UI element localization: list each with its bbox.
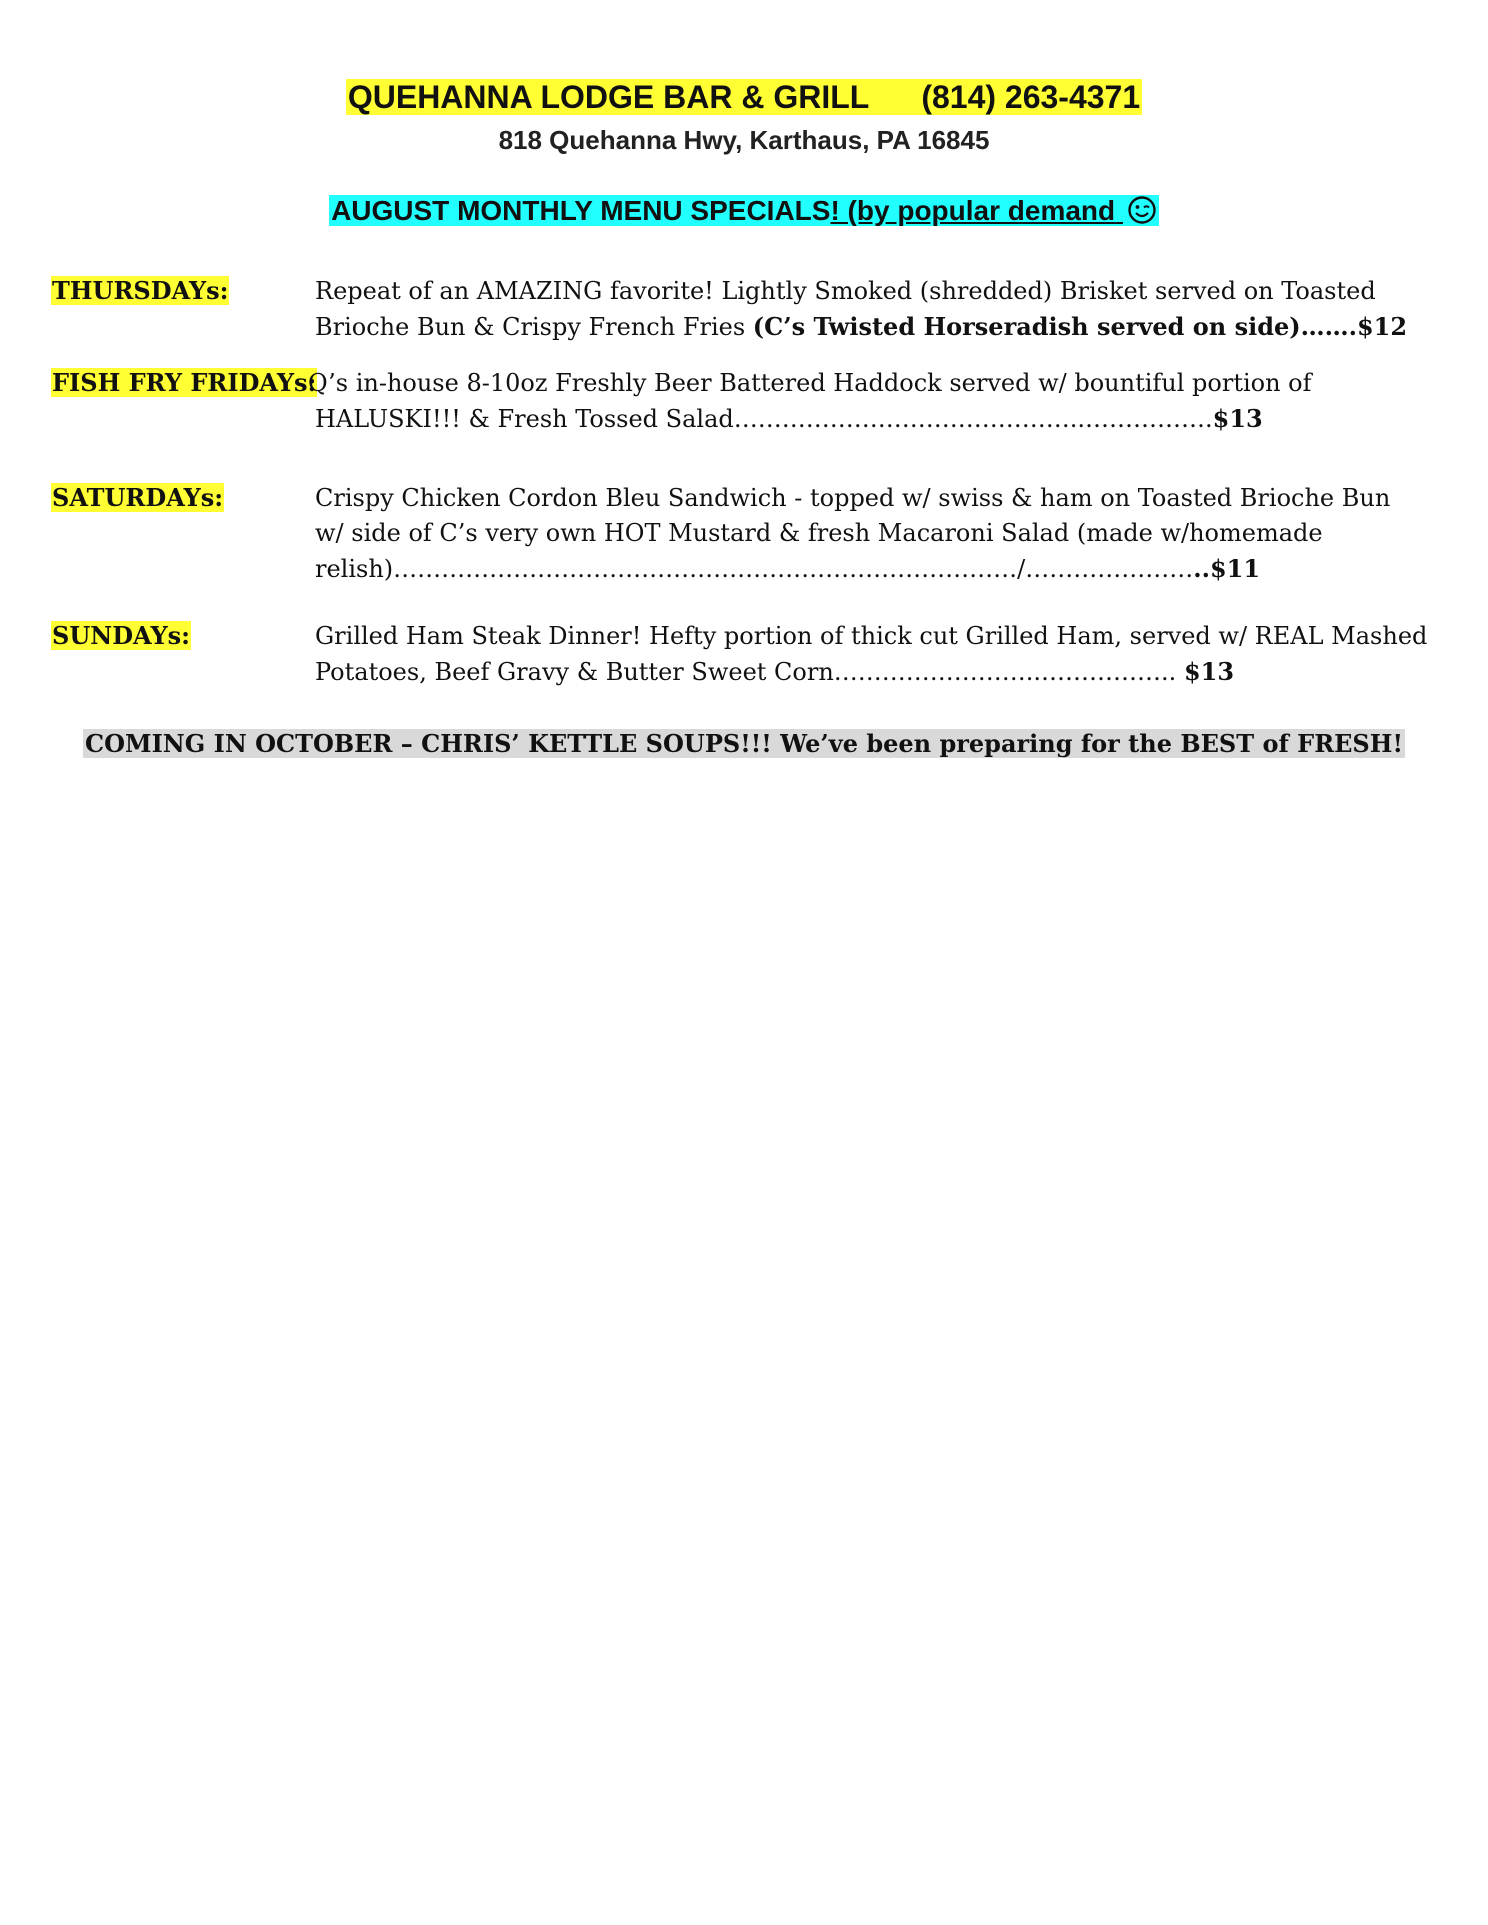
special-line: relish)……………………………………………………………………/…………………..$11: [315, 554, 1261, 583]
special-saturday: [315, 481, 1445, 587]
special-line: w/ side of C’s very own HOT Mustard & fresh Macaroni Salad (made w/homemade: [315, 519, 1323, 547]
special-friday: [308, 366, 1438, 437]
special-line: Grilled Ham Steak Dinner! Hefty portion of thick cut Grilled Ham, served w/ REAL Mashed: [315, 622, 1428, 650]
special-line: Repeat of an AMAZING favorite! Lightly Smoked (shredded) Brisket served on Toasted: [315, 277, 1376, 305]
special-line: Crispy Chicken Cordon Bleu Sandwich - topped w/ swiss & ham on Toasted Brioche Bun: [315, 484, 1391, 512]
restaurant-address: 818 Quehanna Hwy, Karthaus, PA 16845: [498, 125, 990, 155]
special-thursday: [315, 274, 1445, 345]
restaurant-title-line: [0, 77, 1488, 117]
title-highlight: [346, 79, 1142, 115]
day-label-friday: FISH FRY FRIDAYs:: [52, 368, 317, 397]
specials-suffix: ! (by popular demand: [830, 195, 1156, 226]
special-sunday: [315, 619, 1445, 690]
day-label-sunday: SUNDAYs:: [52, 621, 190, 650]
specials-highlight: [329, 195, 1159, 226]
special-price: $13: [1183, 657, 1235, 686]
special-line: Brioche Bun & Crispy French Fries (C’s Twisted Horseradish served on side)…….$12: [315, 312, 1408, 341]
restaurant-name: QUEHANNA LODGE BAR & GRILL: [347, 79, 870, 115]
footer-note: COMING IN OCTOBER – CHRIS’ KETTLE SOUPS!!! We’ve been preparing for the BEST of FRESH!: [85, 729, 1403, 758]
special-line: Q’s in-house 8-10oz Freshly Beer Battered Haddock served w/ bountiful portion of: [308, 369, 1312, 397]
winking-face-icon: [1127, 195, 1157, 225]
special-price: (C’s Twisted Horseradish served on side)…….$12: [752, 312, 1408, 341]
special-line: HALUSKI!!! & Fresh Tossed Salad……………………………………..…………….$13: [315, 404, 1263, 433]
special-price: $13: [1212, 404, 1263, 433]
specials-title: AUGUST MONTHLY MENU SPECIALS: [331, 195, 831, 226]
restaurant-phone: (814) 263-4371: [921, 79, 1141, 115]
special-line: Potatoes, Beef Gravy & Butter Sweet Corn……………………..…………….. $13: [315, 657, 1235, 686]
day-label-thursday: THURSDAYs:: [52, 276, 229, 305]
specials-heading: [0, 194, 1488, 228]
special-price: ..$11: [1193, 554, 1261, 583]
day-label-saturday: SATURDAYs:: [52, 483, 224, 512]
